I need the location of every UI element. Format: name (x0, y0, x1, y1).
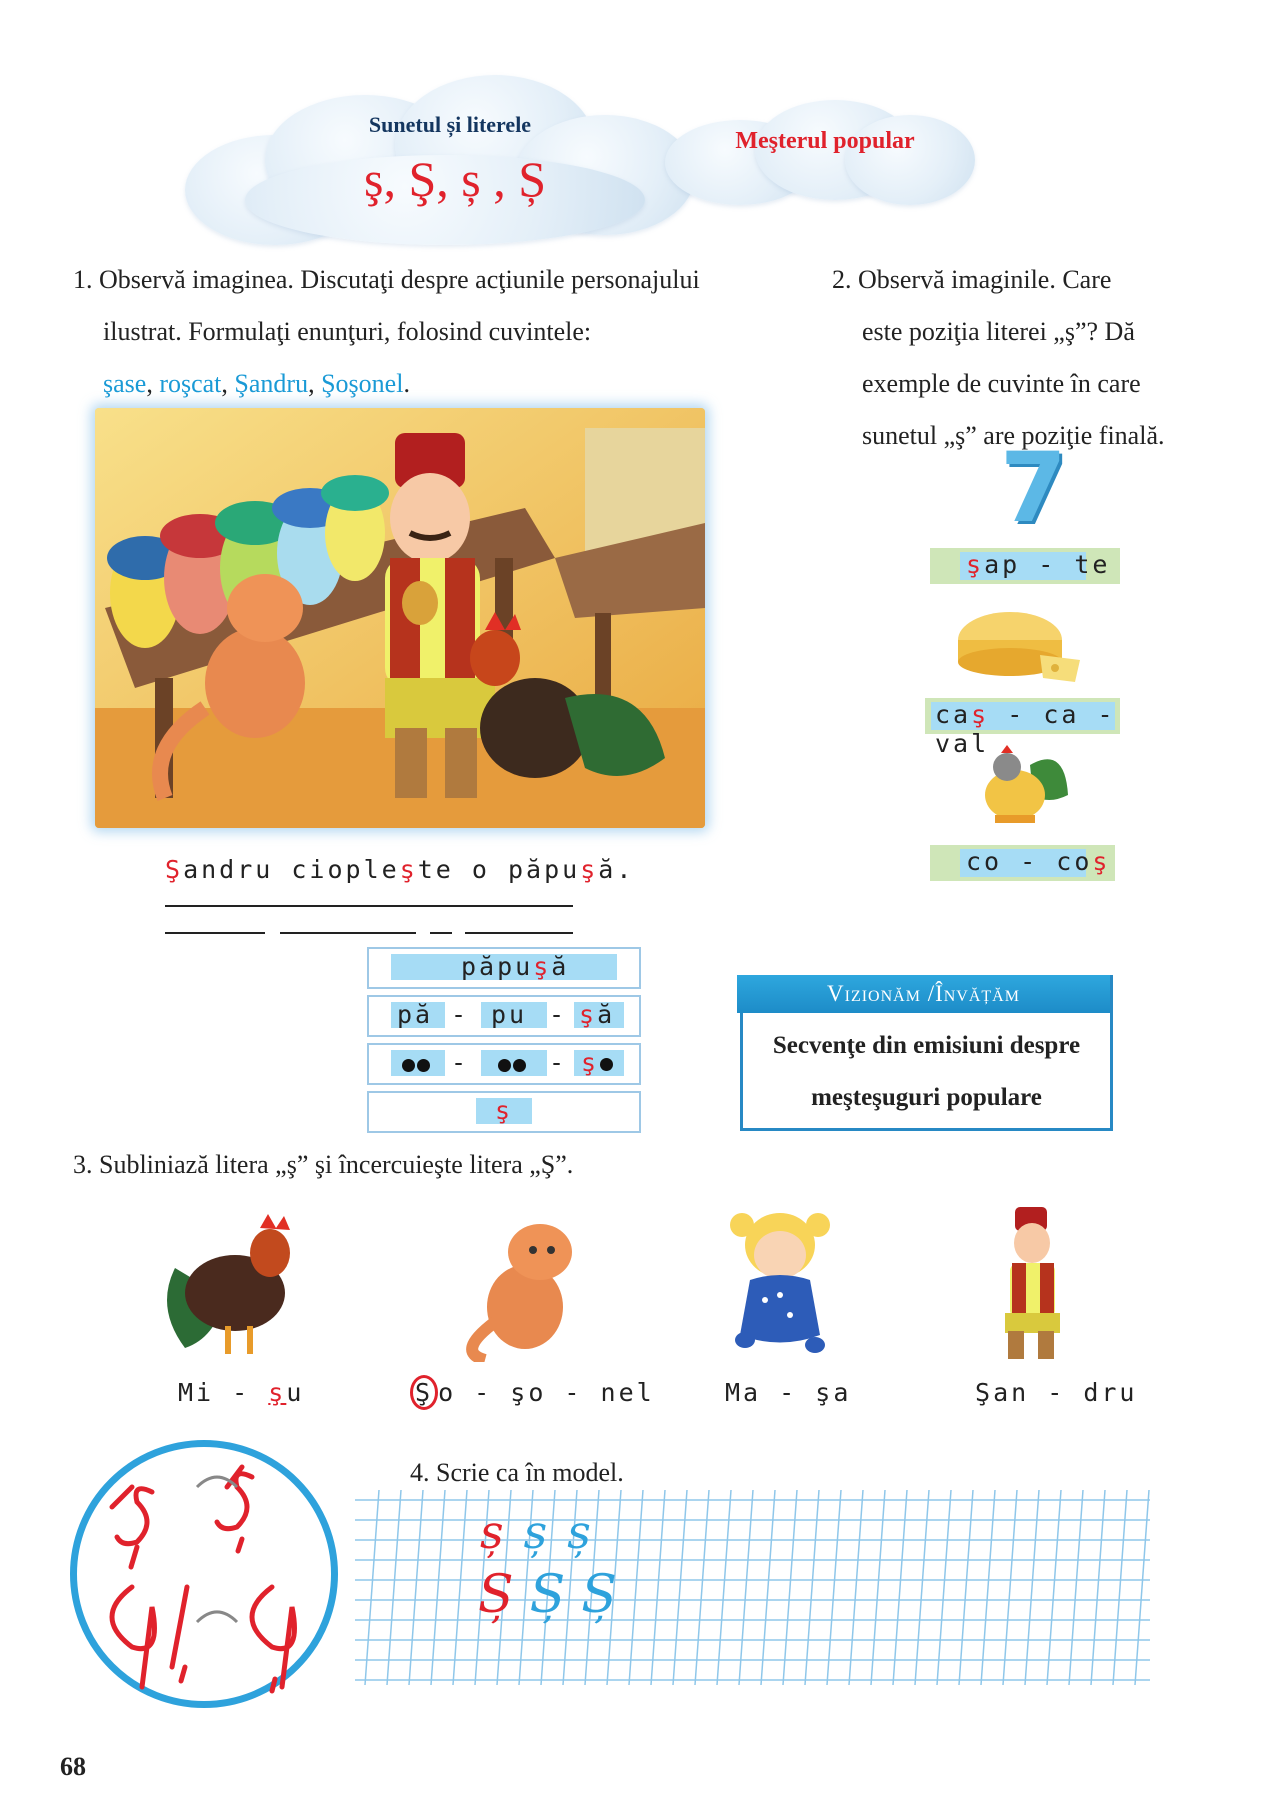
sentence-scheme-word3 (430, 932, 452, 934)
task1-words: şase, roşcat, Şandru, Şoşonel. (103, 369, 410, 398)
task1-line1: 1. Observă imaginea. Discutaţi despre acţiunile personajului (73, 265, 700, 294)
task4-instruction: 4. Scrie ca în model. (410, 1458, 624, 1487)
label-sosonel: Ş o - şo - nel (410, 1378, 655, 1407)
word-cascaval-bar: caş - ca - val (925, 698, 1120, 734)
model-sentence: Şandru ciopleşte o păpuşă. (165, 855, 635, 884)
task3-instruction: 3. Subliniază litera „ş” şi încercuieşte litera „Ş”. (73, 1150, 574, 1179)
sentence-scheme-word4 (465, 932, 573, 934)
model-row-small: șșș (480, 1505, 611, 1559)
analysis-syllables-row: pă - pu - şă (367, 995, 641, 1037)
vizionam-line2: meşteşuguri populare (811, 1084, 1042, 1111)
task2-line1: 2. Observă imaginile. Care (832, 265, 1112, 294)
girl-masha-image (720, 1200, 840, 1360)
sentence-scheme-word2 (280, 932, 416, 934)
label-misu: Mi - şu (178, 1378, 305, 1407)
task2-line2: este poziţia literei „ş”? Dă (862, 317, 1135, 346)
word-sandru: Şandru (234, 369, 309, 398)
circled-capital-s[interactable]: Ş (410, 1375, 438, 1410)
cloud-title: Sunetul și literele (368, 112, 532, 137)
model-row-capital: ȘȘȘ (478, 1565, 633, 1625)
task2-line3: exemple de cuvinte în care (862, 369, 1141, 398)
task1-line2: ilustrat. Formulaţi enunţuri, folosind cuvintele: (103, 317, 592, 346)
word-sosonel: Şoşonel (321, 369, 404, 398)
writing-practice-grid[interactable] (355, 1490, 1150, 1685)
task2-line4: sunetul „ş” are poziţie finală. (862, 421, 1165, 450)
word-sapte-bar: şap - te (930, 548, 1120, 584)
letters-heading: ş, Ş, ș , Ș (363, 151, 547, 207)
vizionam-heading: Vizionăm /Învățăm (737, 975, 1110, 1013)
sentence-scheme-word1 (165, 932, 265, 934)
word-roscat: roşcat (159, 369, 222, 398)
cat-image (455, 1212, 585, 1362)
page-number: 68 (60, 1752, 86, 1781)
craftsman-illustration (95, 408, 705, 828)
cheese-image (955, 600, 1085, 685)
analysis-letter-row: ş (367, 1091, 641, 1133)
vizionam-line1: Secvenţe din emisiuni despre (772, 1032, 1081, 1059)
lesson-cloud (665, 100, 975, 210)
lesson-title: Meşterul popular (735, 128, 915, 154)
sandru-image (990, 1205, 1075, 1360)
label-sandru: Şan - dru (975, 1378, 1138, 1407)
word-sase: şase (103, 369, 147, 398)
word-cocos-bar: co - coş (930, 845, 1115, 881)
analysis-word-row: păpuşă (367, 947, 641, 989)
sentence-scheme-line-top (165, 905, 573, 907)
rooster-image (155, 1208, 315, 1358)
rooster-chick-image (975, 745, 1070, 830)
label-masa: Ma - şa (725, 1378, 852, 1407)
analysis-sounds-row: - - ş (367, 1043, 641, 1085)
number-seven-image: 7 (1000, 432, 1067, 544)
letter-stroke-circle (70, 1440, 338, 1708)
